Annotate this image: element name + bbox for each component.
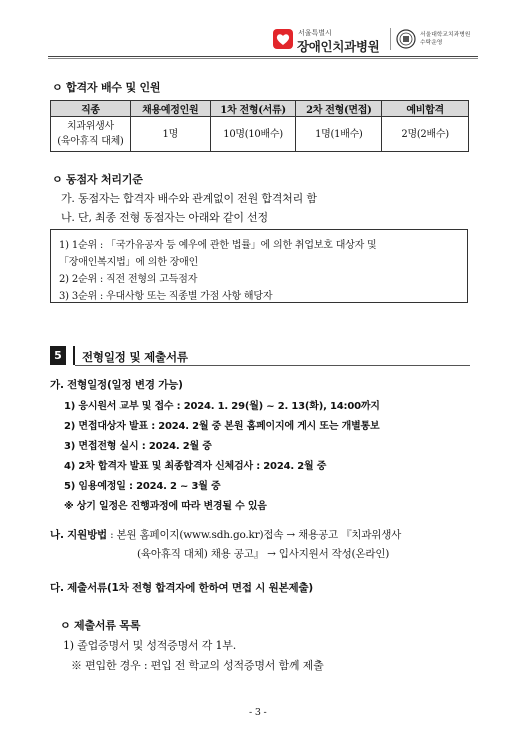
- reserve-cell: 2명(2배수): [382, 117, 469, 152]
- ratio-table: [50, 100, 469, 152]
- apply-method-label: 나. 지원방법: [50, 529, 107, 541]
- table-header-cell: 예비합격: [382, 101, 469, 117]
- tie-line-b: 나. 단, 최종 전형 동점자는 아래와 같이 선정: [61, 211, 268, 224]
- logo-hospital-name: 장애인치과병원: [297, 39, 380, 54]
- priority-line: 2) 2순위 : 직전 전형의 고득점자: [59, 274, 198, 285]
- header-rule: [48, 56, 478, 57]
- section-number-badge: 5: [50, 346, 66, 365]
- table-header-cell: 채용예정인원: [130, 101, 210, 117]
- schedule-item: 1) 응시원서 교부 및 접수 : 2024. 1. 29(월) ~ 2. 13(화), 14:00까지: [64, 401, 380, 412]
- documents-list-title: ㅇ 제출서류 목록: [60, 619, 141, 632]
- tie-section-title: ㅇ 동점자 처리기준: [52, 173, 143, 186]
- table-header-row: [51, 101, 469, 117]
- table-header-cell: 1차 전형(서류): [210, 101, 296, 117]
- priority-line: 「장애인복지법」에 의한 장애인: [59, 257, 199, 268]
- schedule-item: 5) 임용예정일 : 2024. 2 ~ 3월 중: [64, 481, 221, 492]
- section-bar: [73, 346, 75, 365]
- apply-method-text: : 본원 홈페이지(www.sdh.go.kr)접속 → 채용공고 『치과위생사: [106, 529, 402, 541]
- schedule-item: 4) 2차 합격자 발표 및 최종합격자 신체검사 : 2024. 2월 중: [64, 461, 327, 472]
- table-row: [51, 117, 469, 152]
- table-header-cell: 직종: [51, 101, 131, 117]
- seal-caption: 서울대학교치과병원 수탁운영: [420, 32, 471, 46]
- logo-divider: [390, 28, 391, 50]
- planned-cell: 1명: [130, 117, 210, 152]
- header-rule-thin: [48, 58, 478, 59]
- apply-method-text-2: (육아휴직 대체) 채용 공고』 → 입사지원서 작성(온라인): [137, 548, 390, 560]
- job-cell: 치과위생사 (육아휴직 대체): [51, 117, 131, 152]
- tie-priority-box: [50, 229, 468, 303]
- schedule-item: 3) 면접전형 실시 : 2024. 2월 중: [64, 441, 212, 452]
- table-header-cell: 2차 전형(면접): [296, 101, 382, 117]
- schedule-title: 가. 전형일정(일정 변경 가능): [50, 379, 183, 391]
- ratio-section-title: ㅇ 합격자 배수 및 인원: [52, 81, 161, 94]
- round1-cell: 10명(10배수): [210, 117, 296, 152]
- priority-line: 1) 1순위 : 「국가유공자 등 예우에 관한 법률」에 의한 취업보호 대상자 및: [59, 240, 377, 251]
- page-number: - 3 -: [249, 707, 267, 718]
- tie-line-a: 가. 동점자는 합격자 배수와 관계없이 전원 합격처리 함: [61, 192, 317, 205]
- heart-logo-icon: [272, 28, 294, 50]
- documents-note: ※ 편입한 경우 : 편입 전 학교의 성적증명서 함께 제출: [71, 659, 324, 672]
- documents-title: 다. 제출서류(1차 전형 합격자에 한하여 면접 시 원본제출): [50, 582, 314, 594]
- schedule-note: ※ 상기 일정은 진행과정에 따라 변경될 수 있음: [64, 501, 267, 512]
- priority-line: 3) 3순위 : 우대사항 또는 직종별 가점 사항 해당자: [59, 291, 273, 302]
- university-seal-icon: [396, 29, 416, 49]
- apply-method-line: [50, 527, 401, 542]
- section-underline: [75, 365, 470, 366]
- documents-item: 1) 졸업증명서 및 성적증명서 각 1부.: [63, 639, 237, 652]
- logo-city-label: 서울특별시: [298, 29, 332, 37]
- section5-title: 전형일정 및 제출서류: [82, 350, 188, 364]
- round2-cell: 1명(1배수): [296, 117, 382, 152]
- schedule-item: 2) 면접대상자 발표 : 2024. 2월 중 본원 홈페이지에 게시 또는 개별통보: [64, 421, 380, 432]
